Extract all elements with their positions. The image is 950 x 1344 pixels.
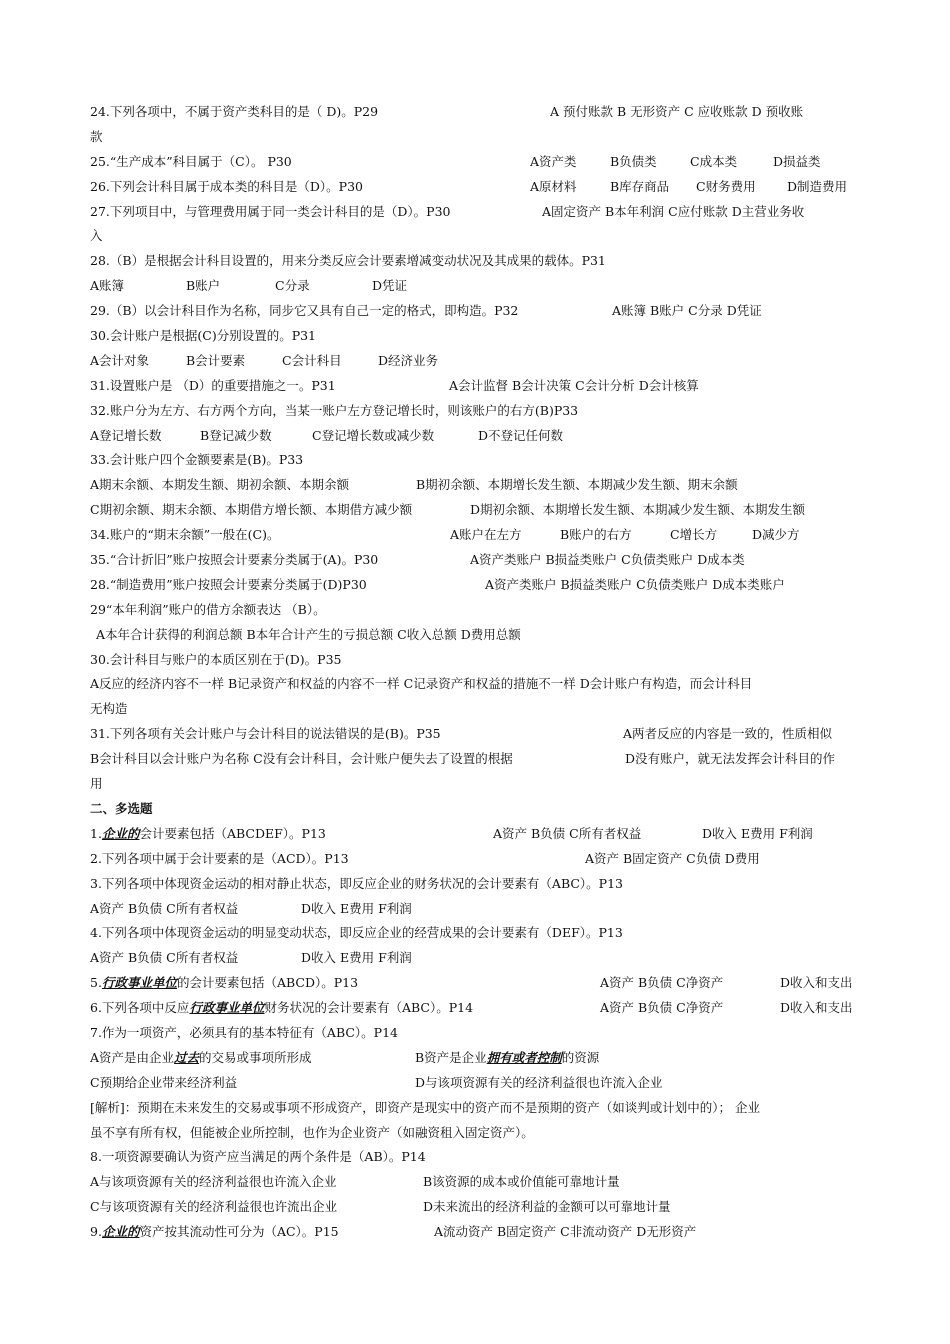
text-run: D收入和支出 bbox=[780, 1000, 853, 1016]
text-line bbox=[90, 1046, 872, 1071]
text-run: 33.会计账户四个金额要素是(B)。P33 bbox=[90, 452, 304, 468]
text-line bbox=[90, 349, 872, 374]
text-line bbox=[90, 1220, 872, 1245]
text-run: B期初余额、本期增长发生额、本期减少发生额、期末余额 bbox=[416, 477, 738, 493]
text-run: D凭证 bbox=[372, 278, 408, 294]
text-run: 6.下列各项中反应行政事业单位财务状况的会计要素有（ABC）。P14 bbox=[90, 1000, 474, 1016]
text-line bbox=[90, 573, 872, 598]
text-run: B库存商品 bbox=[610, 178, 670, 194]
text-run: 32.账户分为左方、右方两个方向，当某一账户左方登记增长时，则该账户的右方(B)P33 bbox=[90, 402, 579, 418]
text-line bbox=[90, 473, 872, 498]
text-run: C期初余额、期末余额、本期借方增长额、本期借方减少额 bbox=[90, 502, 413, 518]
text-run: D未来流出的经济利益的金额可以可靠地计量 bbox=[423, 1199, 671, 1215]
text-run: A资产 B负债 C所有者权益 bbox=[493, 825, 642, 841]
emphasis-term: 拥有或者控制 bbox=[486, 1049, 562, 1065]
text-run: A账户在左方 bbox=[450, 527, 522, 543]
text-line bbox=[90, 448, 872, 473]
text-run: 30.会计科目与账户的本质区别在于(D)。P35 bbox=[90, 651, 342, 667]
text-line bbox=[90, 249, 872, 274]
text-line bbox=[90, 1021, 872, 1046]
text-run: 30.会计账户是根据(C)分别设置的。P31 bbox=[90, 328, 317, 344]
text-run: D收入 E费用 F利润 bbox=[301, 950, 412, 966]
text-line bbox=[90, 971, 872, 996]
text-line bbox=[90, 125, 872, 150]
text-run: C分录 bbox=[275, 278, 310, 294]
text-line bbox=[90, 672, 872, 697]
text-run: C财务费用 bbox=[696, 178, 756, 194]
section-heading bbox=[90, 797, 872, 822]
text-run: 29“本年利润”账户的借方余额表达 （B）。 bbox=[90, 601, 326, 617]
emphasis-term: 行政事业单位 bbox=[101, 975, 177, 991]
text-line bbox=[90, 200, 872, 225]
text-run: 虽不享有所有权，但能被企业所控制，也作为企业资产（如融资租入固定资产）。 bbox=[90, 1124, 534, 1140]
text-run: 用 bbox=[90, 776, 103, 792]
text-run: A 预付账款 B 无形资产 C 应收账款 D 预收账 bbox=[550, 104, 804, 119]
text-run: B资产是企业拥有或者控制的资源 bbox=[415, 1049, 600, 1065]
section-heading-text: 二、多选题 bbox=[90, 800, 153, 816]
text-run: A会计对象 bbox=[90, 352, 150, 368]
text-run: 28.（B）是根据会计科目设置的，用来分类反应会计要素增减变动状况及其成果的载体。P31 bbox=[90, 253, 606, 269]
text-line bbox=[90, 946, 872, 971]
text-run: D没有账户，就无法发挥会计科目的作 bbox=[625, 751, 836, 767]
text-line bbox=[90, 1121, 872, 1146]
text-run: A资产是由企业过去的交易或事项所形成 bbox=[90, 1049, 312, 1065]
text-run: A会计监督 B会计决策 C会计分析 D会计核算 bbox=[449, 377, 699, 393]
text-run: A资产类账户 B损益类账户 C负债类账户 D成本类账户 bbox=[485, 576, 785, 592]
text-run: D减少方 bbox=[752, 527, 800, 543]
text-run: 款 bbox=[90, 128, 103, 144]
text-run: 34.账户的“期末余额”一般在(C)。 bbox=[90, 527, 280, 543]
text-line bbox=[90, 872, 872, 897]
text-line bbox=[90, 1170, 872, 1195]
text-run: D收入 E费用 F利润 bbox=[301, 900, 412, 916]
emphasis-term: 企业的 bbox=[101, 1224, 140, 1240]
text-line bbox=[90, 822, 872, 847]
text-run: D收入 E费用 F利润 bbox=[702, 825, 813, 841]
text-run: 入 bbox=[90, 228, 103, 244]
text-run: 4.下列各项中体现资金运动的明显变动状态，即反应企业的经营成果的会计要素有（DEF）。P13 bbox=[90, 925, 623, 941]
text-run: A资产 B负债 C净资产 bbox=[600, 1000, 724, 1016]
text-run: A本年合计获得的利润总额 B本年合计产生的亏损总额 C收入总额 D费用总额 bbox=[96, 626, 521, 642]
text-run: A资产 B负债 C净资产 bbox=[600, 975, 724, 991]
text-run: 29.（B）以会计科目作为名称，同步它又具有自己一定的格式，即构造。P32 bbox=[90, 303, 519, 319]
text-line bbox=[90, 175, 872, 200]
text-line bbox=[90, 996, 872, 1021]
text-run: A流动资产 B固定资产 C非流动资产 D无形资产 bbox=[434, 1224, 697, 1240]
text-line bbox=[90, 424, 872, 449]
text-line bbox=[90, 1096, 872, 1121]
text-run: 26.下列会计科目属于成本类的科目是（D）。P30 bbox=[90, 178, 363, 194]
text-run: D经济业务 bbox=[378, 352, 439, 368]
emphasis-term: 企业的 bbox=[101, 825, 140, 841]
text-line bbox=[90, 498, 872, 523]
text-line bbox=[90, 224, 872, 249]
text-line bbox=[90, 897, 872, 922]
text-line bbox=[90, 847, 872, 872]
text-run: 27.下列项目中，与管理费用属于同一类会计科目的是（D）。P30 bbox=[90, 203, 451, 219]
text-run: A与该项资源有关的经济利益很也许流入企业 bbox=[90, 1174, 337, 1190]
text-line bbox=[90, 399, 872, 424]
text-run: A两者反应的内容是一致的，性质相似 bbox=[623, 726, 833, 742]
text-line bbox=[90, 523, 872, 548]
text-run: 9.企业的资产按其流动性可分为（AC）。P15 bbox=[90, 1224, 339, 1240]
text-line bbox=[90, 274, 872, 299]
text-run: 24.下列各项中，不属于资产类科目的是（ D)。P29 bbox=[90, 104, 379, 119]
text-run: C增长方 bbox=[670, 527, 718, 543]
text-run: A期末余额、本期发生额、期初余额、本期余额 bbox=[90, 477, 350, 493]
text-run: B账户 bbox=[186, 278, 221, 294]
text-run: 31.设置账户是 （D）的重要措施之一。P31 bbox=[90, 377, 336, 393]
text-line bbox=[90, 648, 872, 673]
text-run: 2.下列各项中属于会计要素的是（ACD）。P13 bbox=[90, 850, 349, 866]
text-run: A原材料 bbox=[530, 178, 577, 194]
text-run: D与该项资源有关的经济利益很也许流入企业 bbox=[415, 1074, 663, 1090]
text-run: 31.下列各项有关会计账户与会计科目的说法错误的是(B)。P35 bbox=[90, 726, 441, 742]
text-run: A资产 B负债 C所有者权益 bbox=[90, 950, 239, 966]
text-run: C预期给企业带来经济利益 bbox=[90, 1074, 238, 1090]
text-run: B负债类 bbox=[610, 153, 657, 169]
text-line bbox=[90, 299, 872, 324]
text-run: A资产类 bbox=[530, 153, 577, 169]
text-run: 1.企业的会计要素包括（ABCDEF）。P13 bbox=[90, 825, 326, 841]
text-run: 35.“合计折旧”账户按照会计要素分类属于(A)。P30 bbox=[90, 552, 379, 568]
text-run: B该资源的成本或价值能可靠地计量 bbox=[423, 1174, 620, 1190]
text-line bbox=[90, 921, 872, 946]
text-line bbox=[90, 548, 872, 573]
text-run: 3.下列各项中体现资金运动的相对静止状态，即反应企业的财务状况的会计要素有（ABC）。P13 bbox=[90, 875, 624, 891]
text-run: A资产 B负债 C所有者权益 bbox=[90, 900, 239, 916]
text-run: D收入和支出 bbox=[780, 975, 853, 991]
text-run: B会计科目以会计账户为名称 C没有会计科目，会计账户便失去了设置的根据 bbox=[90, 751, 513, 767]
text-line bbox=[90, 623, 872, 648]
text-line bbox=[90, 772, 872, 797]
text-run: 7.作为一项资产，必须具有的基本特征有（ABC）。P14 bbox=[90, 1024, 399, 1040]
text-run: D制造费用 bbox=[787, 178, 848, 194]
text-line bbox=[90, 722, 872, 747]
text-run: A资产 B固定资产 C负债 D费用 bbox=[585, 850, 760, 866]
text-line bbox=[90, 747, 872, 772]
text-run: A账簿 B账户 C分录 D凭证 bbox=[612, 303, 762, 319]
emphasis-term: 行政事业单位 bbox=[189, 1000, 265, 1016]
text-line bbox=[90, 100, 872, 125]
text-run: D不登记任何数 bbox=[478, 427, 564, 443]
text-line bbox=[90, 324, 872, 349]
text-run: A固定资产 B本年利润 C应付账款 D主营业务收 bbox=[542, 203, 805, 219]
emphasis-term: 过去 bbox=[174, 1049, 200, 1065]
text-line bbox=[90, 374, 872, 399]
text-run: B登记减少数 bbox=[200, 427, 272, 443]
text-run: A资产类账户 B损益类账户 C负债类账户 D成本类 bbox=[470, 552, 745, 568]
text-line bbox=[90, 1195, 872, 1220]
text-run: C成本类 bbox=[690, 153, 738, 169]
text-run: A账簿 bbox=[90, 278, 125, 294]
text-line bbox=[90, 598, 872, 623]
text-run: 5.行政事业单位的会计要素包括（ABCD）。P13 bbox=[90, 975, 359, 991]
text-run: 8.一项资源要确认为资产应当满足的两个条件是（AB）。P14 bbox=[90, 1149, 426, 1165]
text-line bbox=[90, 1145, 872, 1170]
text-run: D损益类 bbox=[773, 153, 821, 169]
text-line bbox=[90, 150, 872, 175]
text-run: B会计要素 bbox=[186, 352, 246, 368]
text-line bbox=[90, 1071, 872, 1096]
text-run: A登记增长数 bbox=[90, 427, 162, 443]
text-run: 25.“生产成本”科目属于（C）。 P30 bbox=[90, 153, 292, 169]
text-run: C与该项资源有关的经济利益很也许流出企业 bbox=[90, 1199, 338, 1215]
text-run: B账户的右方 bbox=[560, 527, 632, 543]
text-run: C登记增长数或减少数 bbox=[312, 427, 435, 443]
text-run: 28.“制造费用”账户按照会计要素分类属于(D)P30 bbox=[90, 576, 367, 592]
document-body bbox=[90, 100, 872, 1245]
text-run: A反应的经济内容不一样 B记录资产和权益的内容不一样 C记录资产和权益的措施不一样 D会计账户有构造，而会计科目 bbox=[90, 676, 753, 692]
text-run: [解析]：预期在未来发生的交易或事项不形成资产，即资产是现实中的资产而不是预期的资产（如谈判或计划中的）； 企业 bbox=[90, 1099, 760, 1115]
text-run: 无构造 bbox=[90, 701, 128, 717]
text-run: D期初余额、本期增长发生额、本期减少发生额、本期发生额 bbox=[470, 502, 806, 518]
text-line bbox=[90, 697, 872, 722]
text-run: C会计科目 bbox=[282, 352, 342, 368]
